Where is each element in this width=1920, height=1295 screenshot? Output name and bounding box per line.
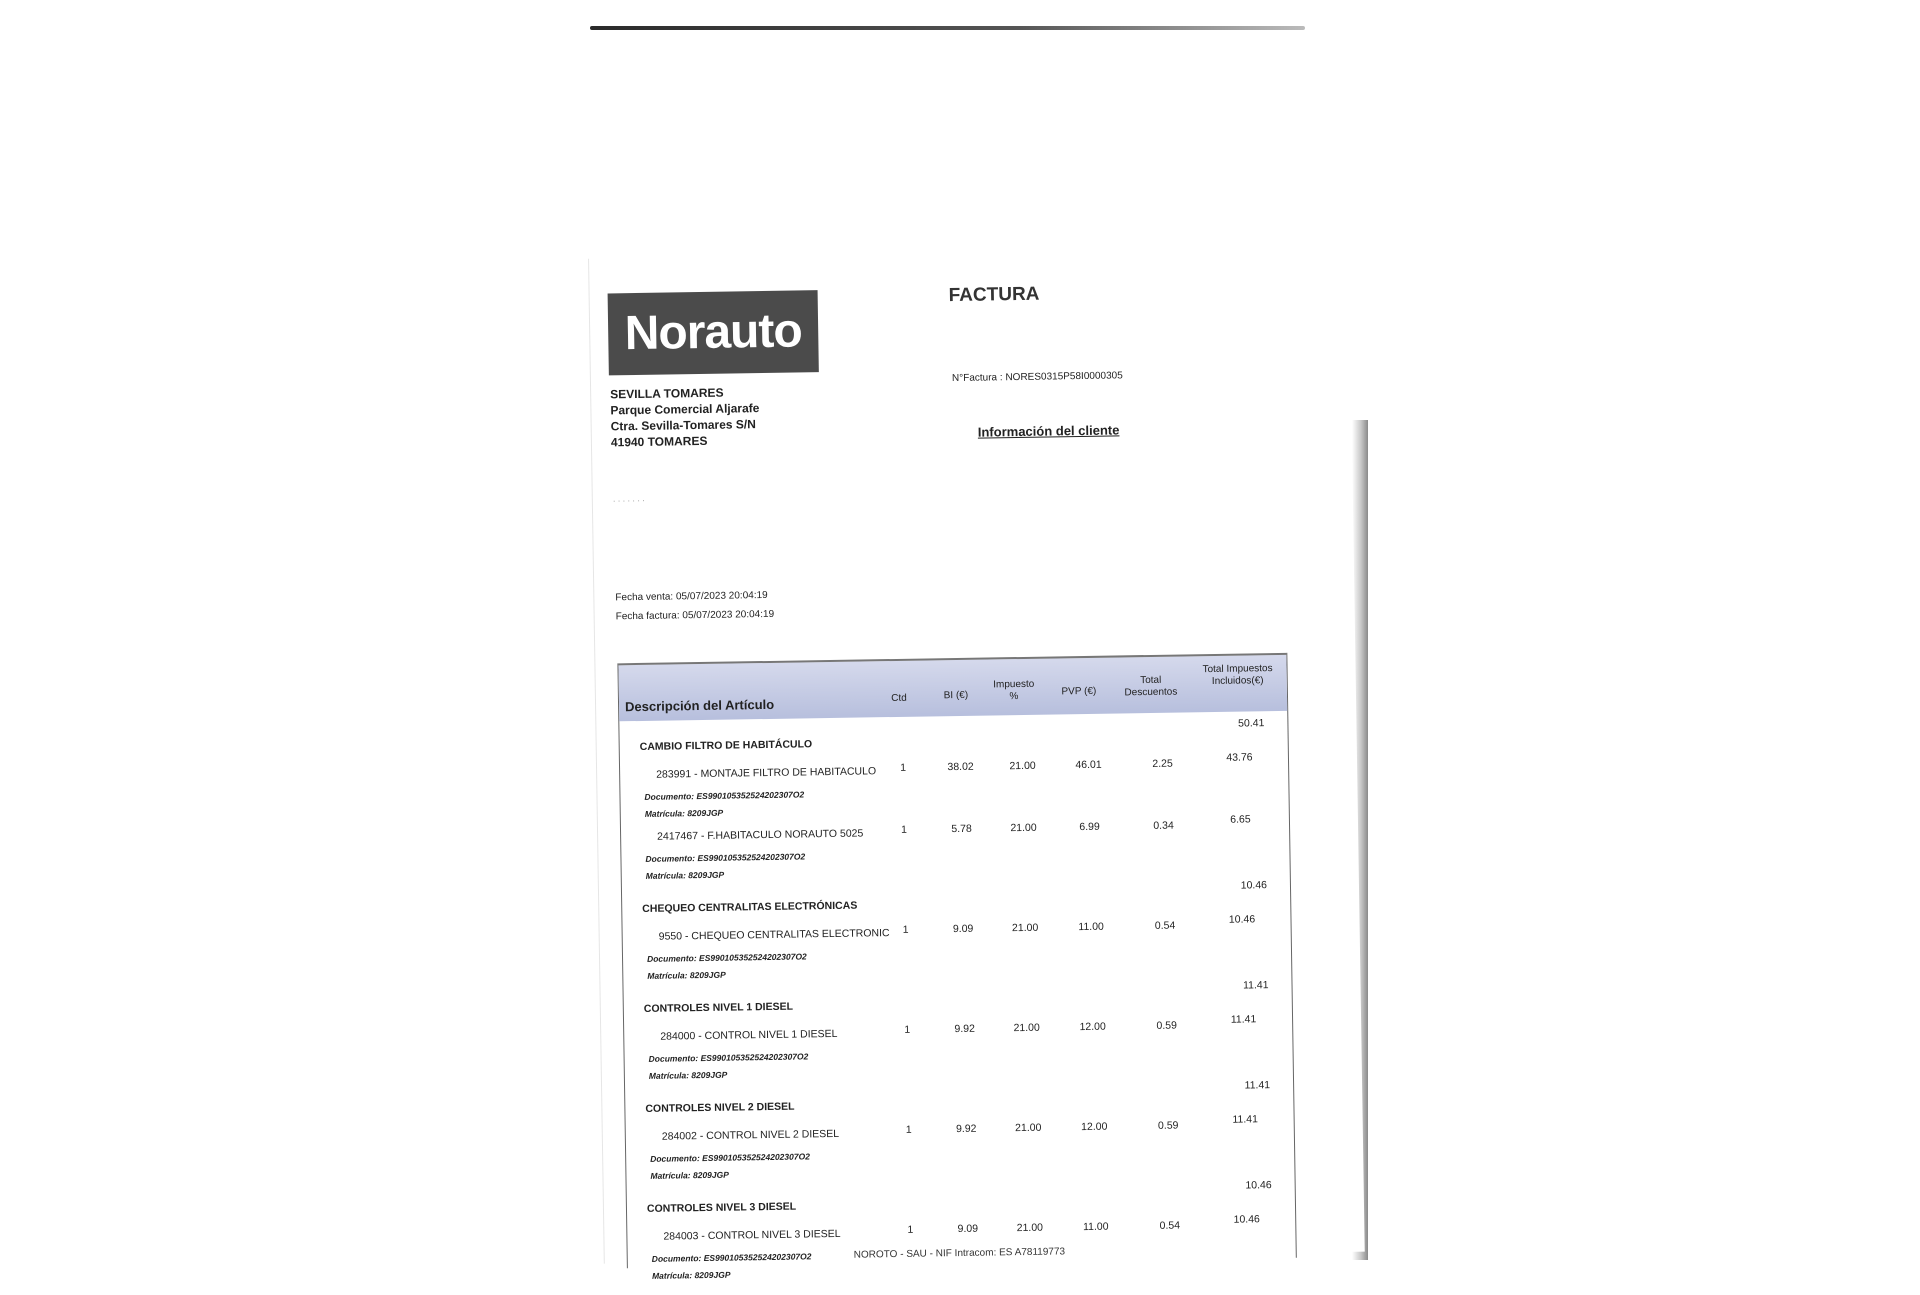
cell-disc: 0.54 [1159,1219,1181,1232]
table-row: 284002 - CONTROL NIVEL 2 DIESEL [661,1127,840,1143]
store-address [610,384,760,450]
header-qty: Ctd [891,692,907,705]
group-total: 10.46 [1245,1179,1272,1192]
cell-disc: 0.34 [1153,819,1174,832]
cell-disc: 0.59 [1156,1019,1177,1032]
group-name: CONTROLES NIVEL 1 DIESEL [643,1000,794,1015]
cell-tax: 21.00 [1010,821,1037,835]
invoice-number: N°Factura : NORES0315P58I0000305 [951,370,1123,385]
redacted-phone: · · · · · · · [612,495,645,506]
cell-bi: 38.02 [947,760,974,774]
cell-qty: 1 [907,1223,914,1236]
table-row: 2417467 - F.HABITACULO NORAUTO 5025 [657,827,864,843]
group-name: CONTROLES NIVEL 3 DIESEL [646,1200,797,1215]
cell-pvp: 6.99 [1079,820,1100,834]
item-documento: Documento: ES990105352524202307O2 [648,1051,809,1064]
item-documento: Documento: ES990105352524202307O2 [646,951,807,964]
cell-bi: 9.92 [955,1122,977,1136]
store-address-line3: 41940 TOMARES [610,433,708,450]
header-tax: Impuesto % [993,678,1035,703]
item-documento: Documento: ES990105352524202307O2 [645,851,806,864]
brand-logo: Norauto [608,290,819,375]
store-name: SEVILLA TOMARES [610,385,724,402]
table-row: 284003 - CONTROL NIVEL 3 DIESEL [663,1227,841,1243]
cell-qty: 1 [901,823,908,836]
invoice-date: Fecha factura: 05/07/2023 20:04:19 [615,608,775,623]
cell-qty: 1 [905,1123,912,1136]
cell-tax: 21.00 [1013,1021,1040,1035]
store-address-line1: Parque Comercial Aljarafe [610,401,760,418]
client-info-heading: Información del cliente [977,422,1120,440]
cell-total: 10.46 [1228,913,1256,926]
cell-tax: 21.00 [1015,1121,1042,1135]
cell-total: 6.65 [1230,813,1251,826]
item-matricula: Matrícula: 8209JGP [648,1069,728,1081]
header-description: Descripción del Artículo [624,696,775,715]
cell-bi: 9.09 [957,1222,979,1236]
cell-total: 10.46 [1233,1213,1260,1226]
item-matricula: Matrícula: 8209JGP [644,807,724,819]
item-matricula: Matrícula: 8209JGP [651,1269,731,1281]
cell-pvp: 11.00 [1082,1220,1109,1234]
group-name: CHEQUEO CENTRALITAS ELECTRÓNICAS [642,899,858,915]
cell-qty: 1 [904,1023,911,1036]
item-matricula: Matrícula: 8209JGP [650,1169,729,1181]
cell-bi: 9.92 [954,1022,975,1036]
cell-qty: 1 [902,923,909,936]
cell-pvp: 46.01 [1075,758,1102,772]
store-address-line2: Ctra. Sevilla-Tomares S/N [610,417,756,434]
cell-qty: 1 [900,761,907,774]
invoice-dates [615,586,774,626]
group-total: 50.41 [1238,717,1265,730]
header-discounts: Total Descuentos [1124,674,1178,699]
table-row: 9550 - CHEQUEO CENTRALITAS ELECTRONIC [658,927,890,943]
group-total: 10.46 [1240,879,1268,892]
sale-date: Fecha venta: 05/07/2023 20:04:19 [615,589,768,604]
cell-bi: 5.78 [951,822,972,836]
cell-tax: 21.00 [1009,759,1036,773]
group-total: 11.41 [1242,979,1269,992]
cell-total: 11.41 [1230,1013,1257,1026]
cell-bi: 9.09 [952,922,974,936]
cell-disc: 0.59 [1157,1119,1179,1132]
header-total: Total Impuestos Incluidos(€) [1202,663,1273,687]
table-row: 284000 - CONTROL NIVEL 1 DIESEL [660,1027,838,1043]
cell-total: 11.41 [1232,1113,1258,1126]
cell-total: 43.76 [1226,751,1253,764]
cell-pvp: 12.00 [1081,1120,1108,1134]
item-documento: Documento: ES990105352524202307O2 [644,789,805,802]
items-table [617,653,1296,1281]
header-pvp: PVP (€) [1061,685,1097,698]
group-name: CONTROLES NIVEL 2 DIESEL [645,1100,795,1115]
group-total: 11.41 [1244,1079,1271,1092]
table-header [618,653,1287,721]
table-row: 283991 - MONTAJE FILTRO DE HABITACULO [656,765,877,781]
cell-tax: 21.00 [1011,921,1039,935]
cell-disc: 2.25 [1152,757,1173,770]
item-documento: Documento: ES990105352524202307O2 [651,1251,812,1264]
cell-pvp: 11.00 [1078,920,1104,934]
footer-legal: NOROTO - SAU - NIF Intracom: ES A78119773 [853,1246,1066,1261]
cell-disc: 0.54 [1154,919,1176,932]
item-matricula: Matrícula: 8209JGP [645,869,725,881]
header-bi: BI (€) [943,689,969,702]
group-name: CAMBIO FILTRO DE HABITÁCULO [639,738,813,753]
cell-pvp: 12.00 [1079,1020,1106,1034]
doc-title: FACTURA [948,283,1040,307]
cell-tax: 21.00 [1016,1221,1044,1235]
item-documento: Documento: ES990105352524202307O2 [650,1151,810,1164]
item-matricula: Matrícula: 8209JGP [647,969,726,981]
